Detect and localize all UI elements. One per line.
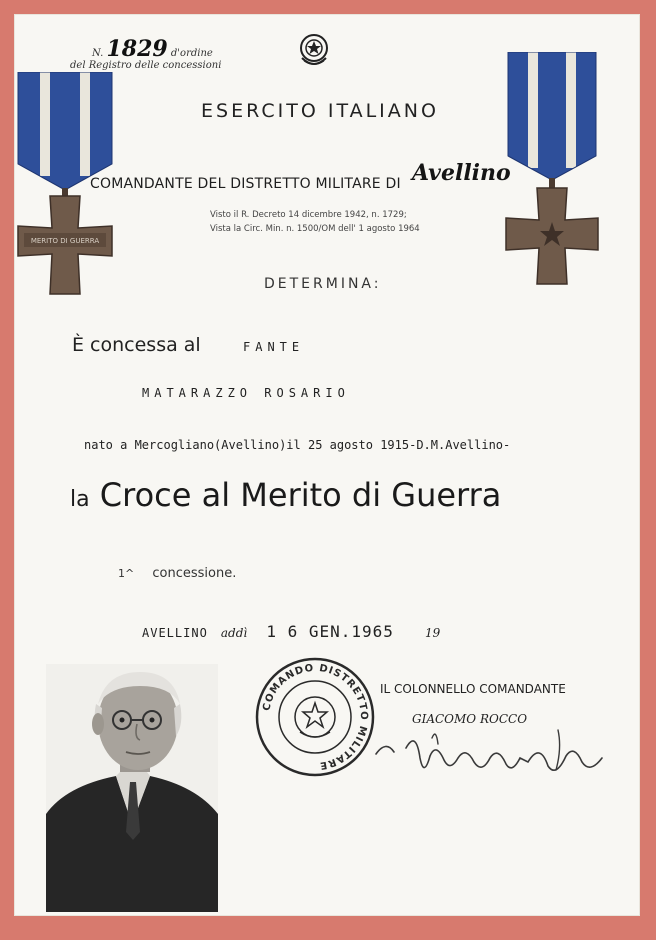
register-prefix: N. bbox=[92, 48, 104, 59]
signer-name: GIACOMO ROCCO bbox=[412, 712, 528, 726]
award-name: Croce al Merito di Guerra bbox=[99, 476, 502, 514]
register-suffix: d'ordine bbox=[170, 48, 213, 59]
determina-heading: DETERMINA: bbox=[264, 276, 382, 292]
register-label: del Registro delle concessioni bbox=[70, 60, 222, 71]
award-article: la bbox=[70, 487, 90, 512]
district-city: Avellino bbox=[412, 160, 511, 186]
birth-details: nato a Mercogliano(Avellino)il 25 agosto 1915-D.M.Avellino- bbox=[84, 438, 511, 452]
left-medal-inscription: MERITO DI GUERRA bbox=[30, 237, 100, 245]
stamp-text: COMANDO DISTRETTO MILITARE bbox=[261, 662, 370, 771]
award-line bbox=[70, 476, 501, 514]
year-prefix: 19 bbox=[425, 626, 441, 640]
signer-title: IL COLONNELLO COMANDANTE bbox=[380, 682, 566, 696]
italian-emblem-icon bbox=[296, 30, 332, 70]
concession-ordinal: 1^ bbox=[118, 567, 135, 580]
register-number: 1829 bbox=[106, 36, 168, 62]
place-date-line bbox=[142, 622, 440, 641]
circular-reference: Vista la Circ. Min. n. 1500/OM dell' 1 agosto 1964 bbox=[210, 224, 420, 234]
right-war-cross-medal bbox=[504, 52, 600, 288]
issue-date: 1 6 GEN.1965 bbox=[266, 622, 394, 641]
handwritten-signature bbox=[372, 718, 612, 788]
recipient-name: MATARAZZO ROSARIO bbox=[142, 386, 350, 400]
portrait-illustration bbox=[46, 664, 218, 912]
decree-reference: Visto il R. Decreto 14 dicembre 1942, n. 1729; bbox=[210, 210, 407, 220]
concession-line bbox=[118, 566, 236, 581]
svg-text:COMANDO DISTRETTO MILITARE bbox=[261, 663, 369, 771]
stamp-emblem-icon bbox=[295, 697, 335, 737]
district-stamp bbox=[252, 654, 378, 780]
addi-label: addì bbox=[220, 626, 248, 640]
issue-place: AVELLINO bbox=[142, 626, 208, 640]
granted-to-label: È concessa al bbox=[72, 334, 201, 356]
document-title: ESERCITO ITALIANO bbox=[201, 100, 439, 122]
veteran-portrait-photo bbox=[46, 664, 218, 912]
concession-label: concessione. bbox=[152, 566, 237, 581]
register-number-line bbox=[92, 36, 213, 62]
commander-line: COMANDANTE DEL DISTRETTO MILITARE DI bbox=[90, 176, 401, 192]
recipient-rank: FANTE bbox=[243, 340, 305, 354]
